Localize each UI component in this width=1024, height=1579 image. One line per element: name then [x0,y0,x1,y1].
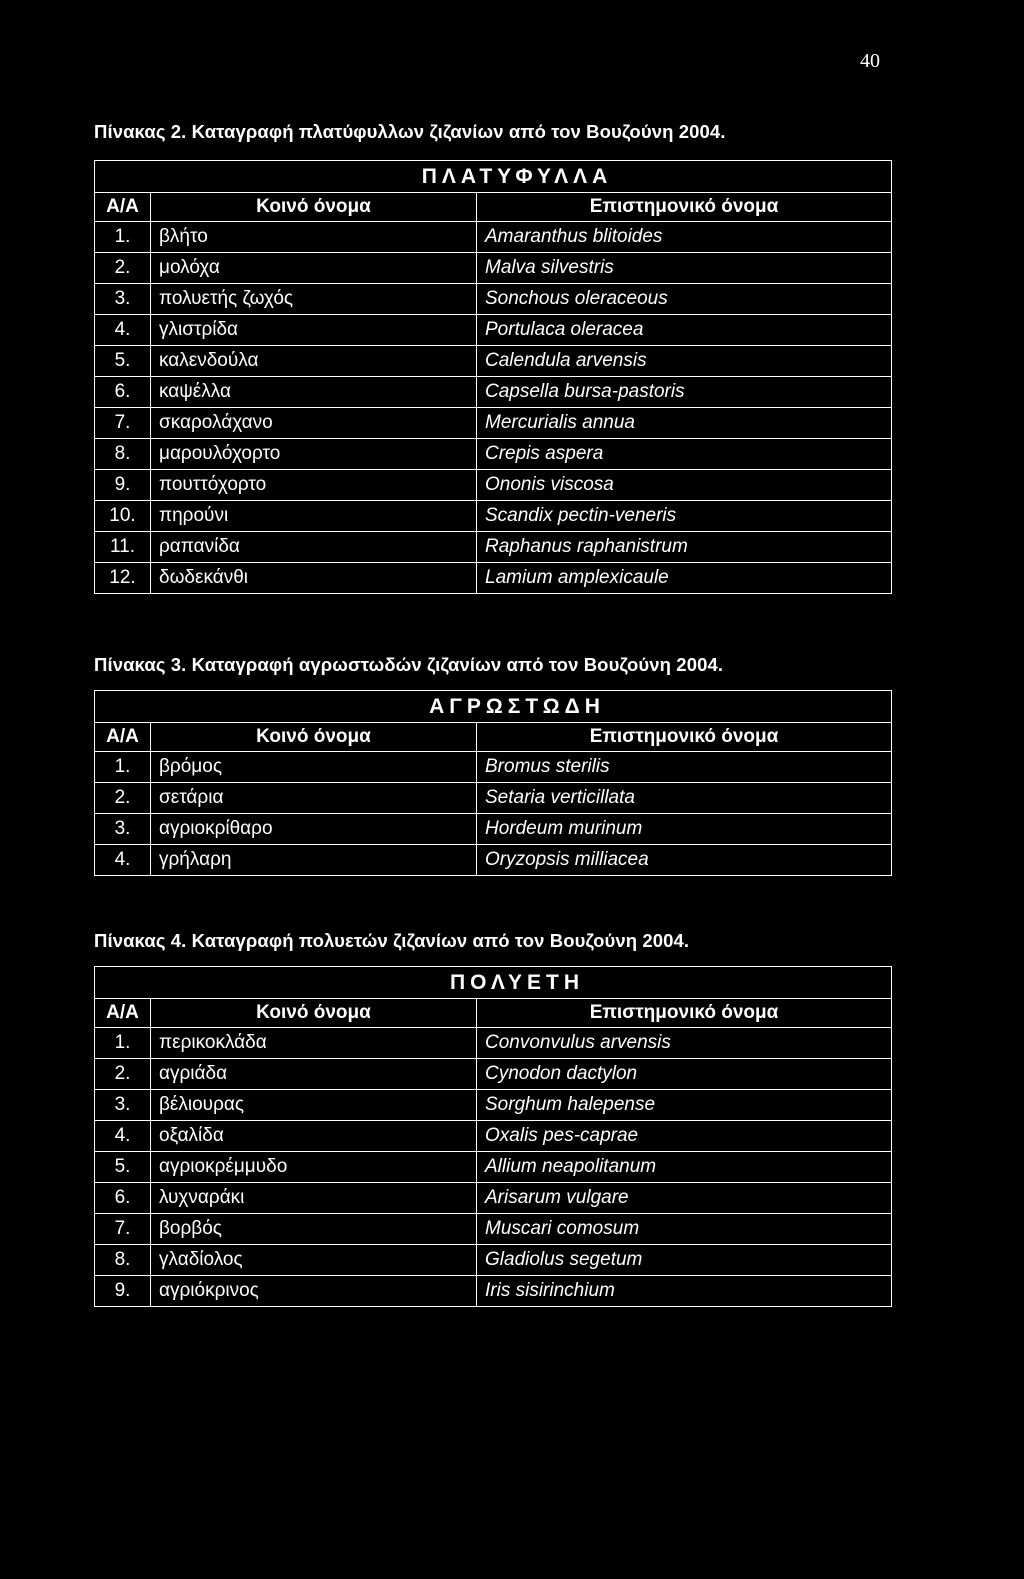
table-4-caption: Πίνακας 4. Καταγραφή πολυετών ζιζανίων από τον Βουζούνη 2004. [94,930,690,951]
common-name: σετάρια [151,783,477,814]
row-number: 3. [95,814,151,845]
column-header-common-name: Κοινό όνομα [151,723,477,752]
table-group-row [95,967,892,999]
common-name: περικοκλάδα [151,1028,477,1059]
common-name: πουττόχορτο [151,470,477,501]
row-number: 2. [95,1059,151,1090]
row-number: 4. [95,1121,151,1152]
scientific-name: Raphanus raphanistrum [477,532,892,563]
table-header-row [95,193,892,222]
row-number: 1. [95,222,151,253]
row-number: 9. [95,470,151,501]
table-group-row [95,691,892,723]
table-row [95,315,892,346]
row-number: 4. [95,315,151,346]
table-row [95,1183,892,1214]
common-name: σκαρολάχανο [151,408,477,439]
table-row [95,1090,892,1121]
common-name: λυχναράκι [151,1183,477,1214]
common-name: ραπανίδα [151,532,477,563]
table-row [95,1152,892,1183]
common-name: πηρούνι [151,501,477,532]
row-number: 10. [95,501,151,532]
row-number: 4. [95,845,151,876]
column-header-number: Α/Α [95,723,151,752]
common-name: καλενδούλα [151,346,477,377]
common-name: αγριάδα [151,1059,477,1090]
table-row [95,814,892,845]
scientific-name: Cynodon dactylon [477,1059,892,1090]
scientific-name: Mercurialis annua [477,408,892,439]
row-number: 12. [95,563,151,594]
table-row [95,501,892,532]
scientific-name: Crepis aspera [477,439,892,470]
scientific-name: Muscari comosum [477,1214,892,1245]
table-3 [94,690,892,876]
common-name: αγριόκρινος [151,1276,477,1307]
row-number: 7. [95,408,151,439]
table-row [95,222,892,253]
column-header-number: Α/Α [95,999,151,1028]
scientific-name: Arisarum vulgare [477,1183,892,1214]
table-group-title: ΠΟΛΥΕΤΗ [95,967,892,999]
row-number: 2. [95,253,151,284]
table-group-row [95,161,892,193]
common-name: γρήλαρη [151,845,477,876]
table-row [95,1276,892,1307]
scientific-name: Amaranthus blitoides [477,222,892,253]
common-name: δωδεκάνθι [151,563,477,594]
table-row [95,1245,892,1276]
row-number: 11. [95,532,151,563]
common-name: πολυετής ζωχός [151,284,477,315]
common-name: γλιστρίδα [151,315,477,346]
table-header-row [95,999,892,1028]
column-header-common-name: Κοινό όνομα [151,193,477,222]
scientific-name: Hordeum murinum [477,814,892,845]
table-row [95,752,892,783]
row-number: 1. [95,752,151,783]
table-row [95,346,892,377]
row-number: 6. [95,377,151,408]
table-row [95,1121,892,1152]
row-number: 5. [95,1152,151,1183]
table-row [95,408,892,439]
table-row [95,253,892,284]
scientific-name: Calendula arvensis [477,346,892,377]
common-name: οξαλίδα [151,1121,477,1152]
row-number: 1. [95,1028,151,1059]
common-name: βλήτο [151,222,477,253]
row-number: 7. [95,1214,151,1245]
row-number: 8. [95,1245,151,1276]
table-row [95,377,892,408]
table-4 [94,966,892,1307]
scientific-name: Oxalis pes-caprae [477,1121,892,1152]
scientific-name: Capsella bursa-pastoris [477,377,892,408]
page-number: 40 [860,50,880,72]
common-name: μολόχα [151,253,477,284]
common-name: βέλιουρας [151,1090,477,1121]
common-name: γλαδίολος [151,1245,477,1276]
table-row [95,470,892,501]
scientific-name: Gladiolus segetum [477,1245,892,1276]
scientific-name: Allium neapolitanum [477,1152,892,1183]
table-row [95,563,892,594]
scientific-name: Oryzopsis milliacea [477,845,892,876]
scientific-name: Setaria verticillata [477,783,892,814]
table-row [95,1059,892,1090]
table-2-caption: Πίνακας 2. Καταγραφή πλατύφυλλων ζιζανίων από τον Βουζούνη 2004. [94,121,726,142]
scientific-name: Portulaca oleracea [477,315,892,346]
scientific-name: Bromus sterilis [477,752,892,783]
common-name: μαρουλόχορτο [151,439,477,470]
column-header-common-name: Κοινό όνομα [151,999,477,1028]
scientific-name: Lamium amplexicaule [477,563,892,594]
common-name: καψέλλα [151,377,477,408]
row-number: 2. [95,783,151,814]
table-2 [94,160,892,594]
table-row [95,1214,892,1245]
row-number: 8. [95,439,151,470]
row-number: 6. [95,1183,151,1214]
common-name: αγριοκρέμμυδο [151,1152,477,1183]
table-3-caption: Πίνακας 3. Καταγραφή αγρωστωδών ζιζανίων από τον Βουζούνη 2004. [94,654,724,675]
common-name: βορβός [151,1214,477,1245]
column-header-scientific-name: Επιστημονικό όνομα [477,999,892,1028]
common-name: αγριοκρίθαρο [151,814,477,845]
scientific-name: Iris sisirinchium [477,1276,892,1307]
common-name: βρόμος [151,752,477,783]
column-header-scientific-name: Επιστημονικό όνομα [477,193,892,222]
scientific-name: Scandix pectin-veneris [477,501,892,532]
row-number: 3. [95,284,151,315]
column-header-number: Α/Α [95,193,151,222]
table-row [95,845,892,876]
scientific-name: Sorghum halepense [477,1090,892,1121]
table-row [95,284,892,315]
scientific-name: Sonchous oleraceous [477,284,892,315]
row-number: 5. [95,346,151,377]
table-row [95,439,892,470]
table-header-row [95,723,892,752]
row-number: 9. [95,1276,151,1307]
scientific-name: Malva silvestris [477,253,892,284]
scientific-name: Convonvulus arvensis [477,1028,892,1059]
column-header-scientific-name: Επιστημονικό όνομα [477,723,892,752]
table-row [95,783,892,814]
scientific-name: Ononis viscosa [477,470,892,501]
table-group-title: ΠΛΑΤΥΦΥΛΛΑ [95,161,892,193]
table-row [95,1028,892,1059]
table-group-title: ΑΓΡΩΣΤΩΔΗ [95,691,892,723]
table-row [95,532,892,563]
row-number: 3. [95,1090,151,1121]
